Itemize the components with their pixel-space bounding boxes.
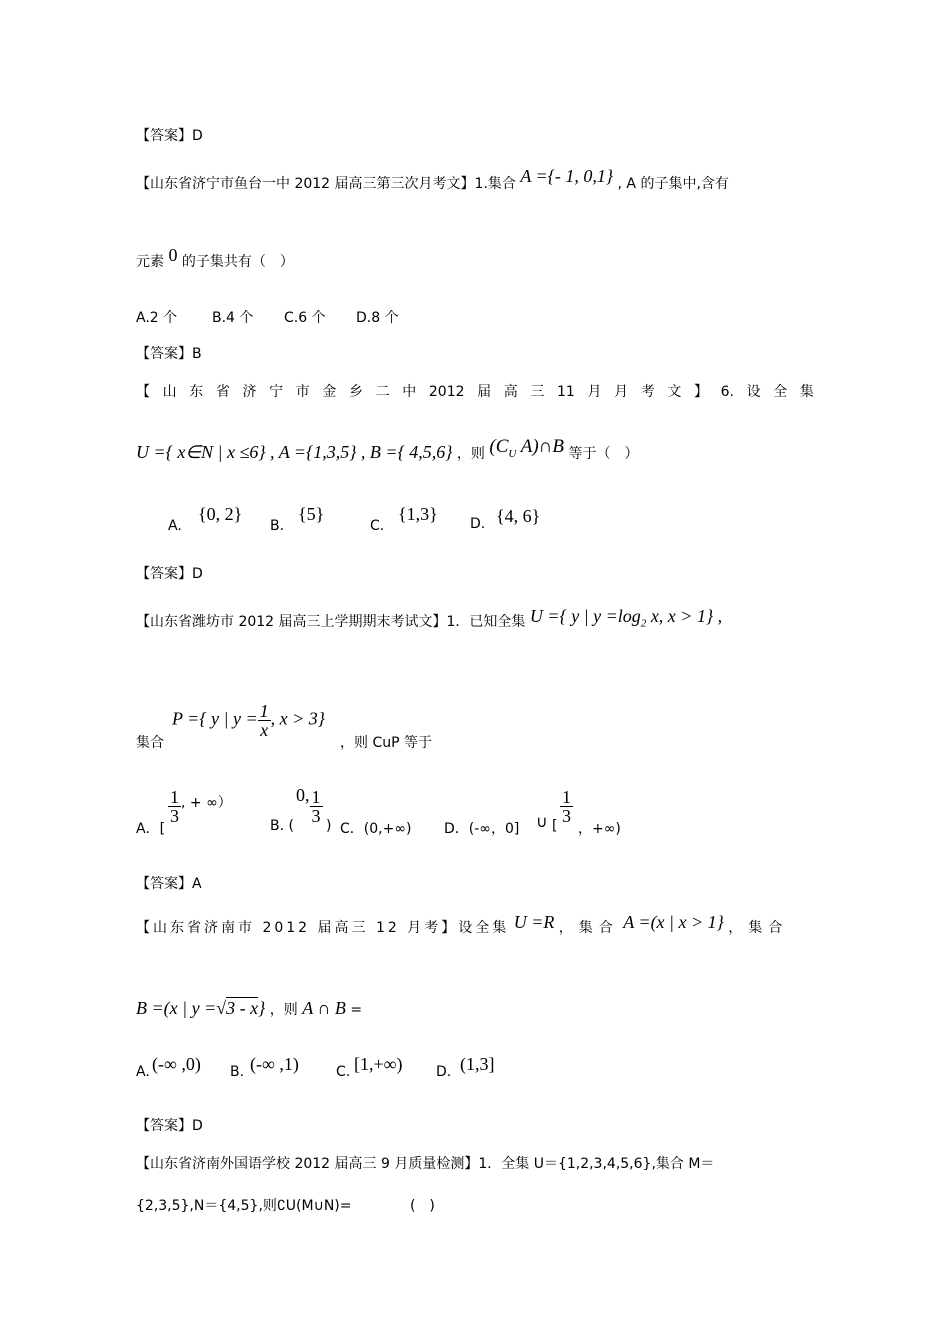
question-text: ，则 bbox=[269, 1002, 298, 1018]
option-a-label: A. bbox=[136, 1064, 150, 1080]
math-zero: 0 bbox=[168, 245, 178, 265]
question-text: ，则 CuP 等于 bbox=[340, 735, 432, 751]
source-char: 6. bbox=[720, 384, 734, 400]
math-set-definitions: U ={ x∈N | x ≤6} , A ={1,3,5} , B ={ 4,5,6} bbox=[136, 442, 453, 462]
question-text: , A 的子集中,含有 bbox=[617, 176, 729, 192]
question-1-options bbox=[136, 308, 399, 328]
source-char: 高 bbox=[503, 384, 518, 400]
question-1-line-2 bbox=[136, 245, 294, 272]
math-set-p: P ={ y | y = $\frac{1}{x}$ , x > 3} bbox=[172, 701, 325, 740]
union-symbol: ∪ bbox=[536, 812, 548, 831]
math-set-a: A ={- 1, 0,1} bbox=[520, 166, 614, 186]
option-b-label: B. bbox=[270, 518, 285, 534]
option-b-value: 0, $\frac{1}{3}$ bbox=[296, 785, 321, 826]
answer-label: 【答案】D bbox=[136, 1118, 203, 1134]
question-text: = bbox=[350, 1002, 363, 1018]
option-a-value: {0, 2} bbox=[198, 504, 243, 524]
option-d-tail: ，+∞) bbox=[578, 821, 621, 837]
option-b-close: ) bbox=[326, 818, 332, 834]
answer-label: 【答案】D bbox=[136, 566, 203, 582]
option-a-value: $\frac{1}{3}$ , + ∞） bbox=[170, 787, 232, 826]
source-char: 11 bbox=[557, 384, 575, 400]
source-char: 届 bbox=[477, 384, 492, 400]
answer-label: 【答案】B bbox=[136, 346, 202, 362]
source-char: 省 bbox=[215, 384, 230, 400]
question-text: {2,3,5},N＝{4,5},则∁U(M∪N)= bbox=[136, 1198, 352, 1214]
question-2-line-1 bbox=[136, 382, 814, 402]
source-char: 宁 bbox=[269, 384, 284, 400]
math-universal-set: U =R bbox=[513, 912, 555, 932]
option-c: C．(0,+∞) bbox=[340, 821, 412, 837]
option-d-label: D. bbox=[436, 1064, 452, 1080]
math-universal-set: U ={ y | $y =\log_2$ x, x > 1} , bbox=[529, 606, 723, 630]
source-char: 考 bbox=[640, 384, 655, 400]
source-char: 中 bbox=[402, 384, 417, 400]
question-text: ，则 bbox=[456, 446, 485, 462]
question-text: ，集合 bbox=[558, 920, 619, 936]
source-char: 文 bbox=[667, 384, 682, 400]
math-set-b: B =(x | y =√3 - x} bbox=[136, 998, 266, 1018]
option-c-value: [1,+∞) bbox=[354, 1054, 403, 1074]
question-text: 集合 bbox=[136, 735, 164, 751]
option-a-label: A．[ bbox=[136, 821, 166, 837]
question-4-line-2 bbox=[136, 998, 362, 1020]
option-c-label: C. bbox=[370, 518, 385, 534]
answer-blank: ( ) bbox=[409, 1198, 435, 1214]
option-c: C.6 个 bbox=[284, 310, 326, 326]
answer-label: 【答案】A bbox=[136, 876, 202, 892]
source-char: 二 bbox=[375, 384, 390, 400]
option-b-value: (-∞ ,1) bbox=[250, 1054, 299, 1074]
option-c-value: {1,3} bbox=[398, 504, 438, 524]
source-char: 月 bbox=[614, 384, 629, 400]
option-b-value: {5} bbox=[298, 504, 325, 524]
source-char: 东 bbox=[189, 384, 204, 400]
option-a-value: (-∞ ,0) bbox=[152, 1054, 201, 1074]
source-char: 金 bbox=[322, 384, 337, 400]
option-c-label: C. bbox=[336, 1064, 351, 1080]
question-3-line-1 bbox=[136, 606, 723, 638]
question-5-line-1: 【山东省济南外国语学校 2012 届高三 9 月质量检测】1．全集 U＝{1,2,3,4,5,6},集合 M＝ bbox=[136, 1156, 715, 1172]
source-char: 济 bbox=[242, 384, 257, 400]
source-char: 】 bbox=[693, 384, 708, 400]
option-d-fraction: $\frac{1}{3}$ bbox=[562, 787, 571, 826]
option-d-label: D．(-∞，0] bbox=[444, 821, 520, 837]
question-text: 元素 bbox=[136, 254, 164, 270]
question-source: 【山东省潍坊市 2012 届高三上学期期末考试文】1．已知全集 bbox=[136, 614, 526, 630]
source-char: 三 bbox=[530, 384, 545, 400]
question-4-line-1 bbox=[136, 912, 789, 938]
question-2-line-2 bbox=[136, 436, 639, 470]
source-char: 山 bbox=[162, 384, 177, 400]
question-source: 【山东省济南市 2012 届高三 12 月考】设全集 bbox=[136, 920, 510, 936]
option-a-label: A. bbox=[168, 518, 182, 534]
math-intersection: A ∩ B bbox=[302, 998, 346, 1018]
question-source: 【山东省济宁市鱼台一中 2012 届高三第三次月考文】1.集合 bbox=[136, 176, 516, 192]
question-text: ，集合 bbox=[728, 920, 789, 936]
option-a: A.2 个 bbox=[136, 310, 178, 326]
option-b-label: B. ( bbox=[270, 818, 294, 834]
question-1-line-1 bbox=[136, 166, 729, 194]
option-b-label: B. bbox=[230, 1064, 245, 1080]
question-text: 等于（ ） bbox=[568, 446, 639, 462]
option-d-label: D. bbox=[470, 516, 486, 532]
option-d-bracket: [ bbox=[552, 818, 558, 834]
option-b: B.4 个 bbox=[212, 310, 254, 326]
source-char: 市 bbox=[295, 384, 310, 400]
source-char: 【 bbox=[136, 384, 150, 400]
source-char: 2012 bbox=[428, 384, 465, 400]
math-set-a: A =(x | x > 1} bbox=[623, 912, 724, 932]
question-5-line-2 bbox=[136, 1196, 435, 1216]
question-text: 的子集共有（ ） bbox=[181, 254, 294, 270]
math-expression: ($C_U$ A)∩B bbox=[489, 436, 564, 460]
source-char: 集 bbox=[799, 384, 814, 400]
answer-label: 【答案】D bbox=[136, 128, 203, 144]
option-d: D.8 个 bbox=[356, 310, 399, 326]
source-char: 全 bbox=[773, 384, 788, 400]
option-d-value: (1,3] bbox=[460, 1054, 495, 1074]
source-char: 月 bbox=[587, 384, 602, 400]
option-d-value: {4, 6} bbox=[496, 506, 541, 526]
source-char: 乡 bbox=[349, 384, 363, 400]
source-char: 设 bbox=[746, 384, 761, 400]
